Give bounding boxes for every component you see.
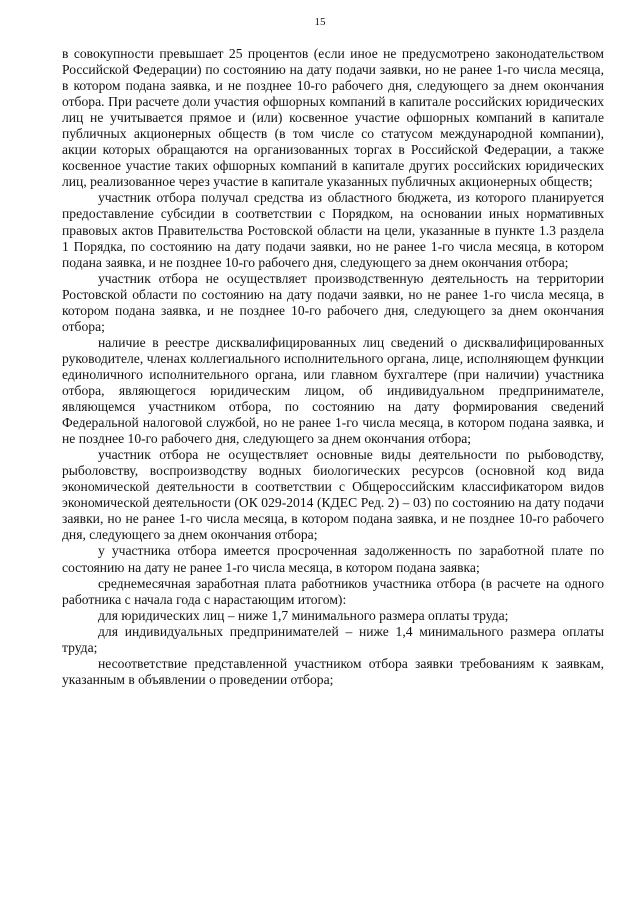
paragraph-legal-entities-minimum-wage: для юридических лиц – ниже 1,7 минимального размера оплаты труда; (98, 607, 509, 623)
paragraph-fishery-activity: участник отбора не осуществляет основные виды деятельности по рыбоводству, рыболовству, воспроизводству водных биологических ресурсов (основной код вида экономической деятельности в соответствии с Общероссийским классификатором видов экономической деятельности (ОК 029-2014 (КДЕС Ред. 2) – 03) по состоянию на дату подачи заявки, но не ранее 1-го числа месяца, в котором подана заявка, и не позднее 10-го рабочего дня, следующего за днем окончания отбора; (62, 447, 604, 543)
document-body (62, 46, 604, 688)
paragraph-overdue-salary-debt: у участника отбора имеется просроченная задолженность по заработной плате по состоянию на дату не ранее 1-го числа месяца, в котором подана заявка; (62, 543, 604, 575)
paragraph-average-monthly-salary: среднемесячная заработная плата работников участника отбора (в расчете на одного работника с начала года с нарастающим итогом): (62, 575, 604, 607)
paragraph-no-production-activity: участник отбора не осуществляет производственную деятельность на территории Ростовской области по состоянию на дату подачи заявки, но не ранее 1-го числа месяца, в котором подана заявка, и не позднее 10-го рабочего дня, следующего за днем окончания отбора; (62, 270, 604, 334)
paragraph-application-nonconformity: несоответствие представленной участником отбора заявки требованиям к заявкам, указанным в объявлении о проведении отбора; (62, 655, 604, 687)
paragraph-entrepreneurs-minimum-wage: для индивидуальных предпринимателей – ниже 1,4 минимального размера оплаты труда; (62, 623, 604, 655)
page-number: 15 (314, 16, 326, 28)
paragraph-disqualified-persons-registry: наличие в реестре дисквалифицированных лиц сведений о дисквалифицированных руководителе, членах коллегиального исполнительного органа, лице, исполняющем функции единоличного исполнительного органа, или главном бухгалтере (при наличии) участника отбора, являющегося юридическим лицом, об индивидуальном предпринимателе, являющемся участником отбора, по состоянию на дату формирования сведений Федеральной налоговой службой, но не ранее 1-го числа месяца, в котором подана заявка, и не позднее 10-го рабочего дня, следующего за днем окончания отбора; (62, 334, 604, 447)
paragraph-regional-budget-funds: участник отбора получал средства из областного бюджета, из которого планируется предоставление субсидии в соответствии с Порядком, на основании иных нормативных правовых актов Правительства Ростовской области на цели, указанные в пункте 1.3 раздела 1 Порядка, по состоянию на дату подачи заявки, но не ранее 1-го числа месяца, в котором подана заявка, и не позднее 10-го рабочего дня, следующего за днем окончания отбора; (62, 190, 604, 270)
paragraph-offshore-share: в совокупности превышает 25 процентов (если иное не предусмотрено законодательством Российской Федерации) по состоянию на дату подачи заявки, но не ранее 1-го числа месяца, в котором подана заявка, и не позднее 10-го рабочего дня, следующего за днем окончания отбора. При расчете доли участия офшорных компаний в капитале российских юридических лиц не учитывается прямое и (или) косвенное участие офшорных компаний в капитале публичных акционерных обществ (в том числе со статусом международной компании), акции которых обращаются на организованных торгах в Российской Федерации, а также косвенное участие таких офшорных компаний в капитале других российских юридических лиц, реализованное через участие в капитале указанных публичных акционерных обществ; (62, 46, 604, 190)
